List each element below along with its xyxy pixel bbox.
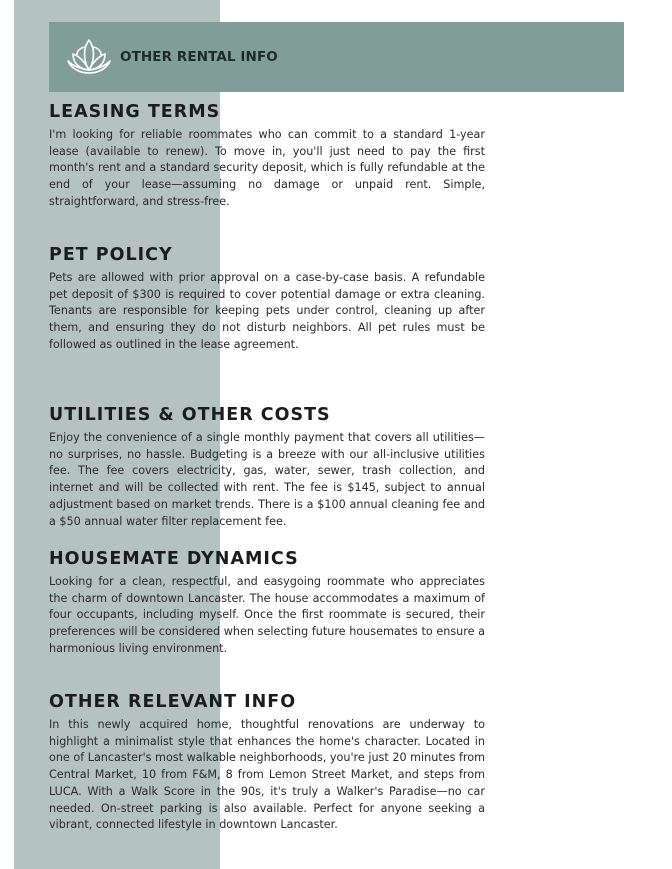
section-body: Looking for a clean, respectful, and easygoing roommate who appreciates the charm of downtown Lancaster. The house accommodates a maximum of four occupants, including myself. Once the first roommate is secured, their preferences will be considered when selecting future housemates to ensure a harmonious living environment. bbox=[49, 575, 485, 655]
section-title: OTHER RELEVANT INFO bbox=[49, 692, 297, 712]
section-housemate-dynamics bbox=[49, 548, 485, 658]
section-pet-policy bbox=[49, 244, 485, 354]
section-title: LEASING TERMS bbox=[49, 102, 221, 122]
section-body: Pets are allowed with prior approval on a case-by-case basis. A refundable pet deposit of $300 is required to cover potential damage or extra cleaning. Tenants are responsible for keeping pets under control, cleaning up after them, and ensuring they do not disturb neighbors. All pet rules must be followed as outlined in the lease agreement. bbox=[49, 271, 485, 351]
section-leasing-terms bbox=[49, 101, 485, 211]
section-body: Enjoy the convenience of a single monthly payment that covers all utilities—no surprises, no hassle. Budgeting is a breeze with our all-inclusive utilities fee. The fee covers electricity, gas, water, sewer, trash collection, and internet and will be collected with rent. The fee is $145, subject to annual adjustment based on market trends. There is a $100 annual cleaning fee and a $50 annual water filter replacement fee. bbox=[49, 431, 485, 528]
header-banner bbox=[49, 22, 624, 92]
section-body: In this newly acquired home, thoughtful renovations are underway to highlight a minimalist style that enhances the home's character. Located in one of Lancaster's most walkable neighborhoods, you're just 20 minutes from Central Market, 10 from F&M, 8 from Lemon Street Market, and steps from LUCA. With a Walk Score in the 90s, it's truly a Walker's Paradise—no car needed. On-street parking is also available. Perfect for anyone seeking a vibrant, connected lifestyle in downtown Lancaster. bbox=[49, 718, 485, 832]
section-title: UTILITIES & OTHER COSTS bbox=[49, 405, 331, 425]
section-title: HOUSEMATE DYNAMICS bbox=[49, 549, 299, 569]
section-title: PET POLICY bbox=[49, 245, 173, 265]
section-utilities bbox=[49, 404, 485, 530]
header-title: OTHER RENTAL INFO bbox=[120, 49, 278, 65]
section-body: I'm looking for reliable roommates who can commit to a standard 1-year lease (available to renew). To move in, you'll just need to pay the first month's rent and a standard security deposit, which is fully refundable at the end of your lease—assuming no damage or unpaid rent. Simple, straightforward, and stress-free. bbox=[49, 128, 485, 208]
section-other-relevant-info bbox=[49, 691, 485, 834]
lotus-icon bbox=[65, 36, 113, 78]
